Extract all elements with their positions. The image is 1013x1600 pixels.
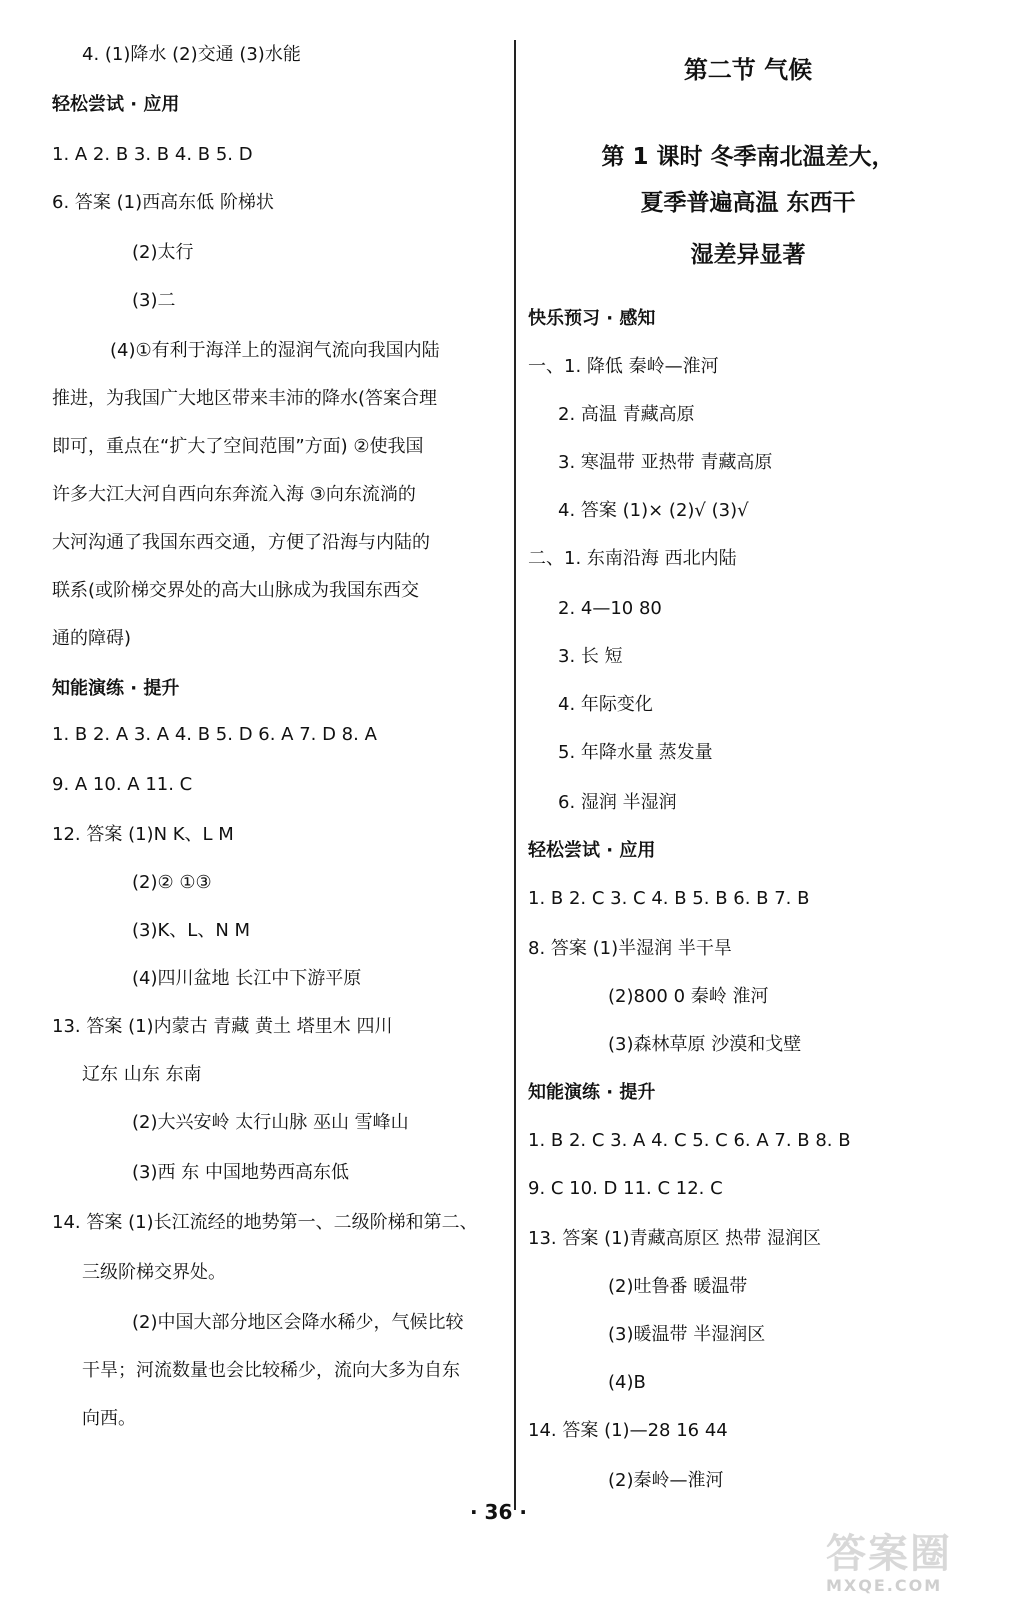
answer-line: 13. 答案 (1)青藏高原区 热带 湿润区 [528,1228,822,1249]
answer-line: (4)①有利于海洋上的湿润气流向我国内陆 [110,340,440,361]
answer-line: (3)二 [132,290,176,311]
answer-line: (3)森林草原 沙漠和戈壁 [608,1034,802,1055]
answer-line: 6. 湿润 半湿润 [558,792,677,813]
answer-line: (2)800 0 秦岭 淮河 [608,986,769,1007]
section-heading: 知能演练 · 提升 [52,678,180,699]
answer-line: 3. 长 短 [558,646,623,667]
answer-line: (2)大兴安岭 太行山脉 巫山 雪峰山 [132,1112,409,1133]
answer-line: (3)暖温带 半湿润区 [608,1324,766,1345]
lesson-title: 第 1 课时 冬季南北温差大， [601,144,895,170]
answer-line: 一、1. 降低 秦岭—淮河 [528,356,719,377]
answer-line: 12. 答案 (1)N K、L M [52,824,234,845]
answer-line: 辽东 山东 东南 [82,1064,202,1085]
watermark-logo [826,1531,996,1595]
answer-line: 4. (1)降水 (2)交通 (3)水能 [82,44,301,65]
answer-line: 许多大江大河自西向东奔流入海 ③向东流淌的 [52,484,416,505]
answer-line: (2)吐鲁番 暖温带 [608,1276,748,1297]
lesson-title: 夏季普遍高温 东西干 [640,190,856,216]
section-title: 第二节 气候 [683,56,813,84]
answer-line: 1. B 2. C 3. A 4. C 5. C 6. A 7. B 8. B [528,1130,851,1151]
answer-line: (2)② ①③ [132,872,212,893]
lesson-title: 湿差异显著 [690,242,806,268]
answer-line: (2)太行 [132,242,194,263]
answer-line: (4)四川盆地 长江中下游平原 [132,968,362,989]
answer-line: 1. B 2. C 3. C 4. B 5. B 6. B 7. B [528,888,810,909]
answer-line: 三级阶梯交界处。 [82,1262,226,1283]
watermark-text: 答案圈 [826,1531,952,1577]
page-number: · 36 · [470,1500,527,1524]
answer-line: (3)K、L、N M [132,920,251,941]
answer-line: 推进，为我国广大地区带来丰沛的降水(答案合理 [52,388,438,409]
answer-line: 二、1. 东南沿海 西北内陆 [528,548,737,569]
answer-line: 4. 答案 (1)× (2)√ (3)√ [558,500,749,521]
answer-line: (4)B [608,1372,646,1393]
answer-line: 6. 答案 (1)西高东低 阶梯状 [52,192,274,213]
answer-line: (2)中国大部分地区会降水稀少，气候比较 [132,1312,464,1333]
answer-line: 向西。 [82,1408,136,1429]
answer-line: 干旱；河流数量也会比较稀少，流向大多为自东 [82,1360,460,1381]
answer-line: 2. 高温 青藏高原 [558,404,695,425]
column-divider [514,40,516,1510]
answer-line: 联系(或阶梯交界处的高大山脉成为我国东西交 [52,580,420,601]
section-heading: 轻松尝试 · 应用 [528,840,656,861]
answer-line: (2)秦岭—淮河 [608,1470,724,1491]
answer-line: 9. A 10. A 11. C [52,774,193,795]
answer-line: 14. 答案 (1)—28 16 44 [528,1420,728,1441]
answer-line: 1. B 2. A 3. A 4. B 5. D 6. A 7. D 8. A [52,724,377,745]
watermark-url: MXQE.COM [826,1576,943,1595]
answer-line: 1. A 2. B 3. B 4. B 5. D [52,144,253,165]
answer-line: 9. C 10. D 11. C 12. C [528,1178,723,1199]
answer-line: 3. 寒温带 亚热带 青藏高原 [558,452,773,473]
answer-line: 2. 4—10 80 [558,598,662,619]
answer-line: 14. 答案 (1)长江流经的地势第一、二级阶梯和第二、 [52,1212,478,1233]
answer-line: 通的障碍) [52,628,132,649]
answer-line: 大河沟通了我国东西交通，方便了沿海与内陆的 [52,532,430,553]
section-heading: 知能演练 · 提升 [528,1082,656,1103]
answer-line: (3)西 东 中国地势西高东低 [132,1162,349,1183]
answer-line: 4. 年际变化 [558,694,653,715]
answer-line: 13. 答案 (1)内蒙古 青藏 黄土 塔里木 四川 [52,1016,393,1037]
answer-line: 5. 年降水量 蒸发量 [558,742,713,763]
section-heading: 轻松尝试 · 应用 [52,94,180,115]
section-heading: 快乐预习 · 感知 [528,308,656,329]
answer-line: 8. 答案 (1)半湿润 半干旱 [528,938,732,959]
answer-line: 即可，重点在“扩大了空间范围”方面) ②使我国 [52,436,424,457]
